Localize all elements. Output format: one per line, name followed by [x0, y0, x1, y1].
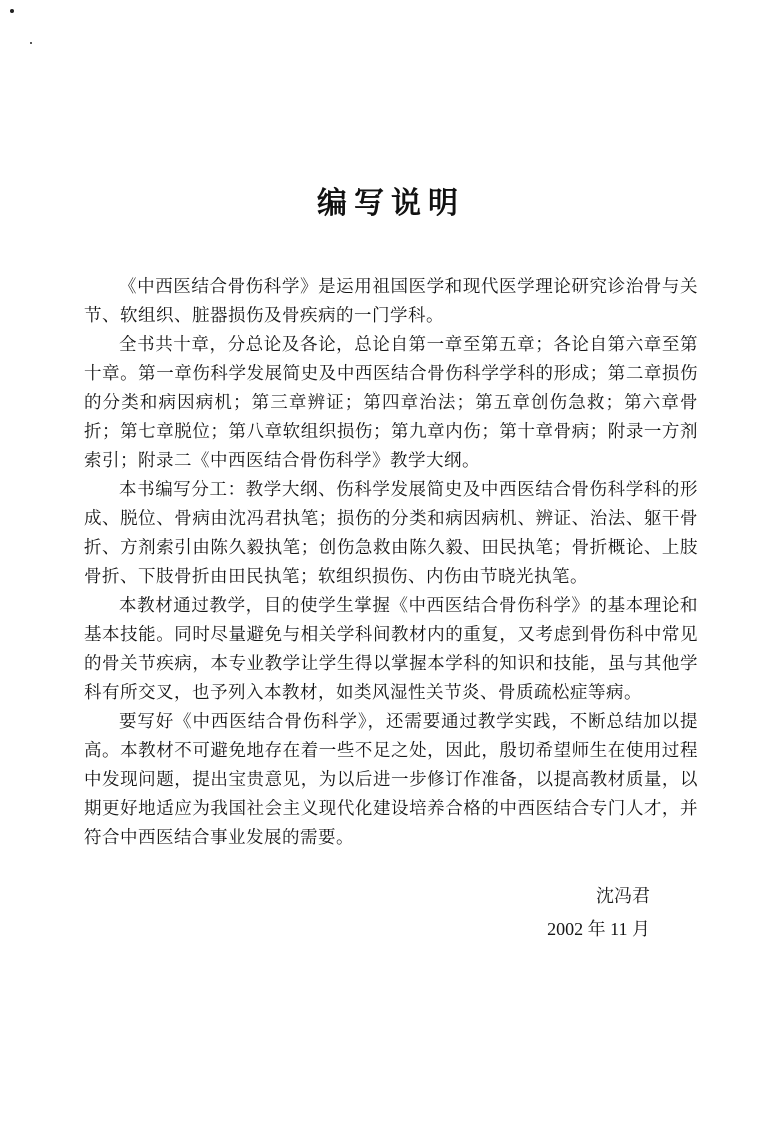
paragraph-structure: 全书共十章，分总论及各论，总论自第一章至第五章；各论自第六章至第十章。第一章伤科学发展简史及中西医结合骨伤科学学科的形成；第二章损伤的分类和病因病机；第三章辨证；第四章治法；第五章创伤急救；第六章骨折；第七章脱位；第八章软组织损伤；第九章内伤；第十章骨病；附录一方剂索引；附录二《中西医结合骨伤科学》教学大纲。: [84, 334, 698, 470]
scan-speck: [30, 42, 32, 44]
paragraph-overview: 《中西医结合骨伤科学》是运用祖国医学和现代医学理论研究诊治骨与关节、软组织、脏器损伤及骨疾病的一门学科。: [84, 276, 698, 325]
signature-date: 2002 年 11 月: [547, 919, 650, 939]
paragraph-authors: 本书编写分工：教学大纲、伤科学发展简史及中西医结合骨伤科学科的形成、脱位、骨病由沈冯君执笔；损伤的分类和病因病机、辨证、治法、躯干骨折、方剂索引由陈久毅执笔；创伤急救由陈久毅、田民执笔；骨折概论、上肢骨折、下肢骨折由田民执笔；软组织损伤、内伤由节晓光执笔。: [84, 479, 698, 586]
signature-name: 沈冯君: [596, 886, 650, 906]
document-body: [84, 272, 698, 852]
paragraph-teaching-goals: 本教材通过教学，目的使学生掌握《中西医结合骨伤科学》的基本理论和基本技能。同时尽量避免与相关学科间教材内的重复，又考虑到骨伤科中常见的骨关节疾病，本专业教学让学生得以掌握本学科的知识和技能，虽与其他学科有所交叉，也予列入本教材，如类风湿性关节炎、骨质疏松症等病。: [84, 595, 698, 702]
paragraph-closing: 要写好《中西医结合骨伤科学》，还需要通过教学实践，不断总结加以提高。本教材不可避免地存在着一些不足之处，因此，殷切希望师生在使用过程中发现问题，提出宝贵意见，为以后进一步修订作准备，以提高教材质量，以期更好地适应为我国社会主义现代化建设培养合格的中西医结合专门人才，并符合中西医结合事业发展的需要。: [84, 711, 698, 847]
signature-block: [84, 880, 698, 946]
scan-speck: [10, 9, 14, 13]
page-title: 编写说明: [317, 187, 465, 220]
